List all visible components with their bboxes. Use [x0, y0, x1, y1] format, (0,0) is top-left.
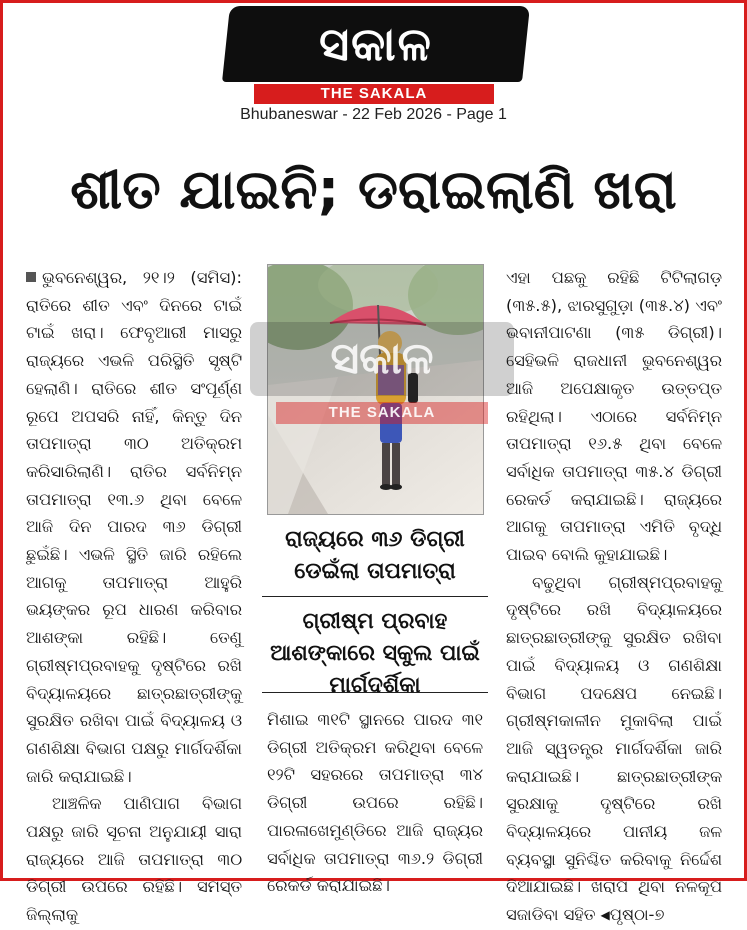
watermark-logo: ସକାଳ: [250, 322, 514, 396]
continued-arrow-icon: ◀: [600, 908, 610, 923]
article-paragraph: [26, 264, 242, 790]
article-paragraph: ଏହା ପଛକୁ ରହିଛି ଟିଟିଲାଗଡ଼ (୩୫.୫), ଝାରସୁଗୁଡ଼ା (୩୫.୪) ଏବଂ ଭବାନୀପାଟଣା (୩୫ ଡିଗ୍ରୀ)। ସେହିଭଳି ରାଜଧାନୀ ଭୁବନେଶ୍ୱର ଆଜି ଅପେକ୍ଷାକୃତ ଉତ୍ତପ୍ତ ରହିଥିଲା। ଏଠାରେ ସର୍ବନିମ୍ନ ତାପମାତ୍ରା ୧୬.୫ ଥିବା ବେଳେ ସର୍ବାଧିକ ତାପମାତ୍ରା ୩୫.୪ ଡିଗ୍ରୀ ରେକର୍ଡ କରାଯାଇଛି। ରାଜ୍ୟରେ ଆଗକୁ ତାପମାତ୍ରା ଏମିତି ବୃଦ୍ଧି ପାଇବ ବୋଲି କୁହାଯାଇଛି।: [506, 268, 722, 565]
divider: [262, 692, 488, 693]
article-paragraph: ମିଶାଇ ୩୧ଟି ସ୍ଥାନରେ ପାରଦ ୩୧ ଡିଗ୍ରୀ ଅତିକ୍ରମ କରିଥିବା ବେଳେ ୧୨ଟି ସହରରେ ତାପମାତ୍ରା ୩୪ ଡିଗ୍ରୀ ଉପରେ ରହିଛି। ପାରଳାଖେମୁଣ୍ଡିରେ ଆଜି ରାଜ୍ୟର ସର୍ବାଧିକ ତାପମାତ୍ରା ୩୬.୨ ଡିଗ୍ରୀ ରେକର୍ଡ କରାଯାଇଛି।: [267, 710, 483, 896]
newspaper-logo: ସକାଳ: [319, 17, 433, 71]
article-text: ବଢୁଥିବା ଗ୍ରୀଷ୍ମପ୍ରବାହକୁ ଦୃଷ୍ଟିରେ ରଖି ବିଦ୍ୟାଳୟରେ ଛାତ୍ରଛାତ୍ରୀଙ୍କୁ ସୁରକ୍ଷିତ ରଖିବା ପାଇଁ ବିଦ୍ୟାଳୟ ଓ ଗଣଶିକ୍ଷା ବିଭାଗ ପଦକ୍ଷେପ ନେଇଛି। ଗ୍ରୀଷ୍ମକାଳୀନ ମୁକାବିଲା ପାଇଁ ଆଜି ସ୍ୱତନ୍ତ୍ର ମାର୍ଗଦର୍ଶିକା ଜାରି କରାଯାଇଛି। ଛାତ୍ରଛାତ୍ରୀଙ୍କ ସୁରକ୍ଷାକୁ ଦୃଷ୍ଟିରେ ରଖି ବିଦ୍ୟାଳୟରେ ପାନୀୟ ଜଳ ବ୍ୟବସ୍ଥା ସୁନିଶ୍ଚିତ କରିବାକୁ ନିର୍ଦ୍ଦେଶ ଦିଆଯାଇଛି। ଖରାପ ଥିବା ନଳକୂପ ସଜାଡିବା ସହିତ: [506, 572, 722, 925]
masthead: [0, 0, 747, 130]
woman-with-umbrella-photo: [268, 265, 483, 514]
dateline: Bhubaneswar - 22 Feb 2026 - Page 1: [240, 106, 507, 123]
logo-ribbon: THE SAKALA: [254, 84, 494, 104]
divider: [262, 596, 488, 597]
continued-page-link[interactable]: ପୃଷ୍ଠା-୭: [609, 905, 665, 925]
article-column-middle: [267, 706, 483, 900]
article-photo: [267, 264, 484, 515]
subheadline-primary: ରାଜ୍ୟରେ ୩୬ ଡିଗ୍ରୀ ଡେଇଁଲା ତାପମାତ୍ରା: [285, 527, 465, 584]
watermark-ribbon: THE SAKALA: [276, 402, 488, 424]
article-column-right: [506, 264, 722, 930]
article-paragraph: [506, 569, 722, 930]
article-text: ଭୁବନେଶ୍ୱର, ୨୧।୨ (ସମିସ): ରାତିରେ ଶୀତ ଏବଂ ଦିନରେ ଟାଇଁ ଟାଇଁ ଖରା। ଫେବୃଆରୀ ମାସରୁ ରାଜ୍ୟରେ ଏଭଳି ପରିସ୍ଥିତି ସୃଷ୍ଟି ହେଲାଣି। ରାତିରେ ଶୀତ ସଂପୂର୍ଣ୍ଣ ରୂପେ ଅପସରି ନାହିଁ, କିନ୍ତୁ ଦିନ ତାପମାତ୍ରା ୩୦ ଅତିକ୍ରମ କରିସାରିଲାଣି। ରାତିର ସର୍ବନିମ୍ନ ତାପମାତ୍ରା ୧୩.୬ ଥିବା ବେଳେ ଆଜି ଦିନ ପାରଦ ୩୬ ଡିଗ୍ରୀ ଛୁଇଁଛି। ଏଭଳି ସ୍ଥିତି ଜାରି ରହିଲେ ଆଗକୁ ତାପମାତ୍ରା ଆହୁରି ଭୟଙ୍କର ରୂପ ଧାରଣ କରିବାର ଆଶଙ୍କା ରହିଛି। ତେଣୁ ଗ୍ରୀଷ୍ମପ୍ରବାହକୁ ଦୃଷ୍ଟିରେ ରଖି ବିଦ୍ୟାଳୟରେ ଛାତ୍ରଛାତ୍ରୀଙ୍କୁ ସୁରକ୍ଷିତ ରଖିବା ପାଇଁ ବିଦ୍ୟାଳୟ ଓ ଗଣଶିକ୍ଷା ବିଭାଗ ପକ୍ଷରୁ ମାର୍ଗଦର୍ଶିକା ଜାରି କରାଯାଇଛି।: [26, 268, 242, 786]
square-bullet-icon: [26, 272, 36, 282]
article-paragraph: ଆଞ୍ଚଳିକ ପାଣିପାଗ ବିଭାଗ ପକ୍ଷରୁ ଜାରି ସୂଚନା ଅନୁଯାୟୀ ସାରା ରାଜ୍ୟରେ ଆଜି ତାପମାତ୍ରା ୩୦ ଡିଗ୍ରୀ ଉପରେ ରହିଛି। ସମସ୍ତ ଜିଲ୍ଲାକୁ: [26, 794, 242, 925]
article-column-left: [26, 264, 242, 929]
subheadline-secondary: ଗ୍ରୀଷ୍ମ ପ୍ରବାହ ଆଶଙ୍କାରେ ସ୍କୁଲ ପାଇଁ ମାର୍ଗଦର୍ଶିକା: [270, 609, 480, 698]
headline: ଶୀତ ଯାଇନି; ଡରାଇଲାଣି ଖରା: [70, 158, 677, 221]
